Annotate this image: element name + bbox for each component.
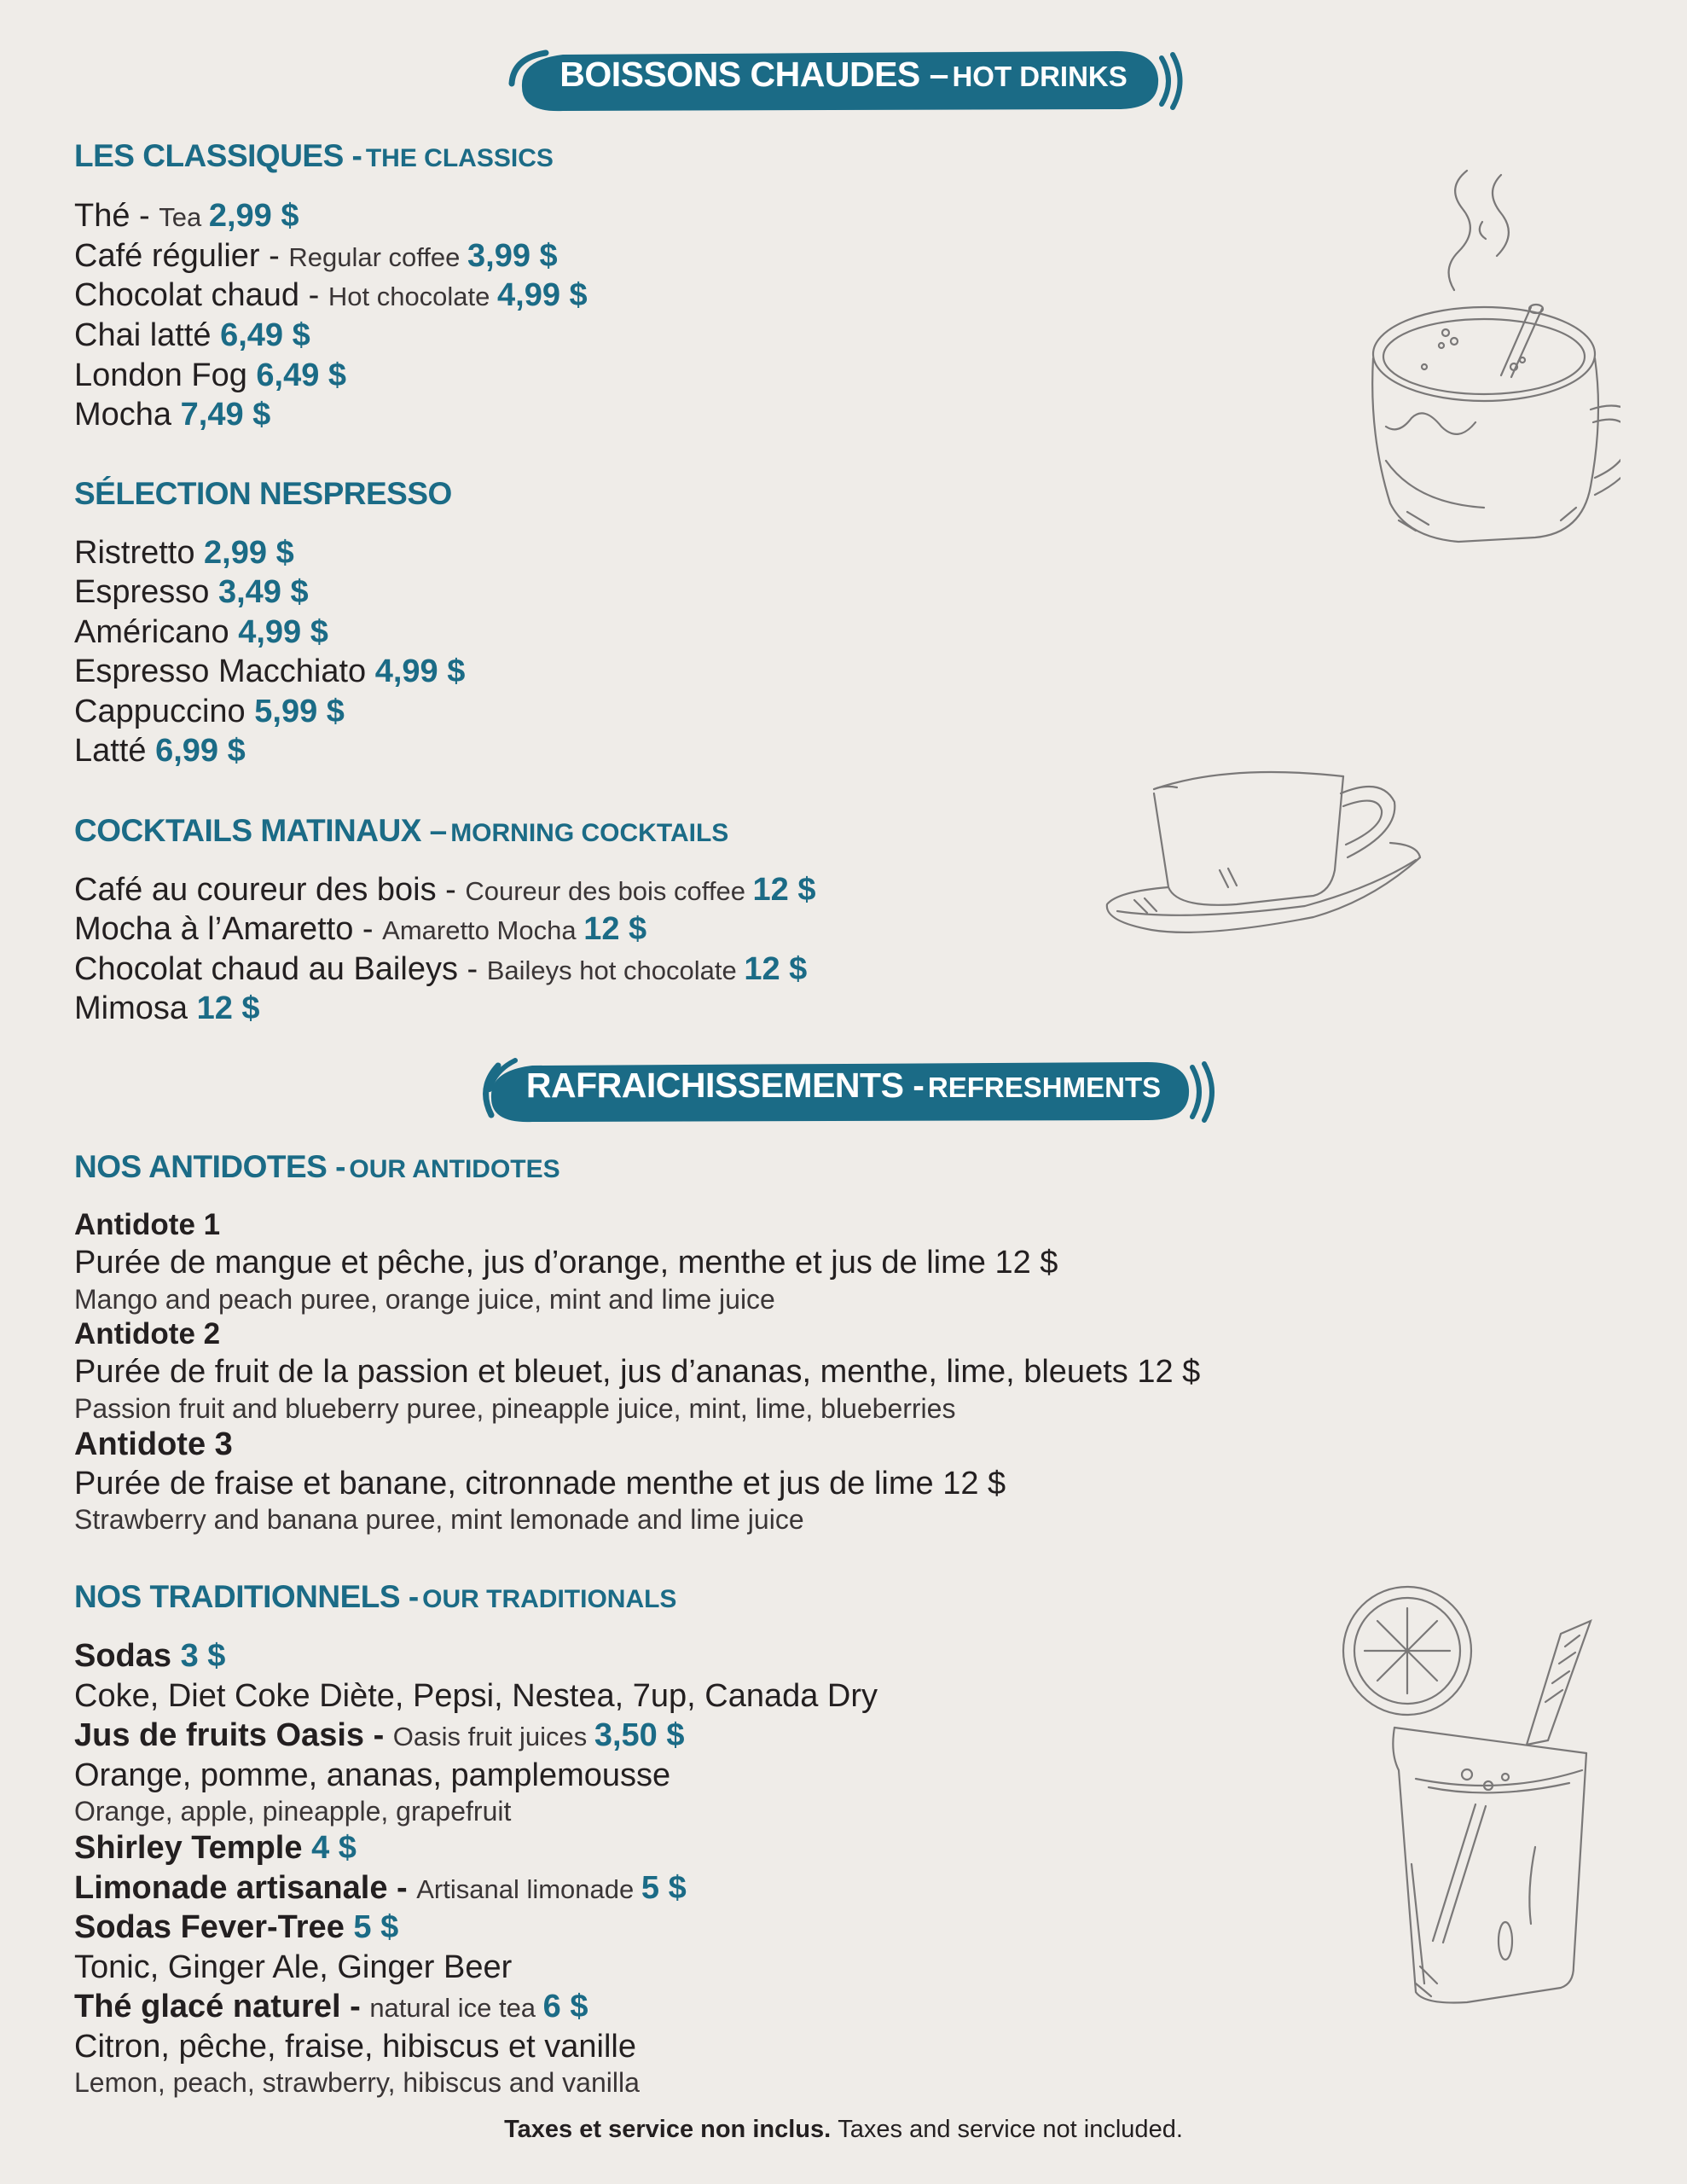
item-name: Espresso Macchiato: [74, 653, 375, 689]
item-name: Café régulier -: [74, 238, 289, 274]
item-name-en: natural ice tea: [369, 1993, 543, 2023]
menu-item: [74, 533, 294, 572]
banner-title-fr: RAFRAICHISSEMENTS -: [525, 1066, 925, 1105]
menu-item: [74, 870, 816, 911]
section-title-en: OUR ANTIDOTES: [349, 1155, 560, 1183]
banner-title-fr: BOISSONS CHAUDES –: [559, 55, 948, 94]
menu-item: [74, 1908, 398, 1947]
item-price: 6 $: [542, 1989, 588, 2024]
item-name: Ristretto: [74, 535, 205, 571]
section-title-fr: COCKTAILS MATINAUX –: [74, 813, 447, 848]
item-name: Limonade artisanale -: [74, 1870, 417, 1906]
item-name: Chai latté: [74, 317, 221, 353]
menu-item: [74, 909, 646, 950]
menu-item: [74, 950, 807, 990]
item-price: 5 $: [353, 1909, 399, 1945]
item-name-en: Artisanal limonade: [416, 1874, 641, 1904]
banner-hot-drinks: [0, 34, 1687, 128]
antidote-description-en: Passion fruit and blueberry puree, pineapple juice, mint, lime, blueberries: [74, 1393, 956, 1424]
item-price: 3,49 $: [217, 574, 309, 610]
antidote-description-en: Strawberry and banana puree, mint lemonade and lime juice: [74, 1504, 804, 1535]
item-price: 5 $: [641, 1870, 687, 1906]
hot-chocolate-mug-icon: [1348, 162, 1620, 572]
item-name: Chocolat chaud au Baileys -: [74, 951, 487, 987]
section-title-fr: SÉLECTION NESPRESSO: [74, 476, 452, 511]
antidote-description-fr: Purée de fruit de la passion et bleuet, jus d’ananas, menthe, lime, bleuets 12 $: [74, 1354, 1201, 1390]
item-price: 4,99 $: [374, 653, 466, 689]
item-name-en: Baileys hot chocolate: [486, 956, 745, 985]
menu-item: [74, 356, 346, 395]
item-price: 2,99 $: [204, 535, 294, 571]
item-price: 3,50 $: [594, 1717, 685, 1753]
menu-item: [74, 652, 465, 691]
item-name-en: Coureur des bois coffee: [465, 876, 753, 906]
item-options: Tonic, Ginger Ale, Ginger Beer: [74, 1949, 513, 1985]
item-name: Mocha à l’Amaretto -: [74, 911, 383, 947]
antidote-description-fr: Purée de mangue et pêche, jus d’orange, menthe et jus de lime 12 $: [74, 1245, 1058, 1281]
item-name: Shirley Temple: [74, 1830, 312, 1866]
item-name: Espresso: [74, 574, 218, 610]
item-options: Citron, pêche, fraise, hibiscus et vanille: [74, 2029, 636, 2065]
item-price: 12 $: [744, 951, 808, 987]
item-name-en: Amaretto Mocha: [382, 915, 584, 945]
item-name: Jus de fruits Oasis -: [74, 1717, 393, 1753]
menu-item: [74, 692, 345, 731]
item-price: 5,99 $: [254, 694, 345, 729]
section-title-traditionals: [74, 1579, 676, 1615]
item-options-en: Lemon, peach, strawberry, hibiscus and vanilla: [74, 2067, 640, 2098]
item-options: Coke, Diet Coke Diète, Pepsi, Nestea, 7up, Canada Dry: [74, 1678, 878, 1714]
section-title-en: MORNING COCKTAILS: [450, 819, 729, 847]
item-name: Café au coureur des bois -: [74, 872, 466, 908]
item-price: 2,99 $: [208, 198, 299, 234]
menu-item: [74, 316, 310, 355]
item-name: Sodas: [74, 1638, 181, 1674]
antidote-name: Antidote 1: [74, 1208, 221, 1241]
section-title-nespresso: [74, 476, 452, 512]
item-name: Latté: [74, 733, 156, 769]
menu-item: [74, 1716, 684, 1757]
section-title-morning-cocktails: [74, 813, 728, 849]
section-title-classics: [74, 138, 554, 174]
banner-title-en: HOT DRINKS: [952, 61, 1128, 92]
iced-drink-glass-icon: [1330, 1583, 1612, 2009]
menu-item: [74, 1987, 588, 2028]
item-price: 6,99 $: [155, 733, 246, 769]
item-name: Chocolat chaud -: [74, 277, 328, 313]
footer-note-fr: Taxes et service non inclus.: [504, 2116, 838, 2143]
menu-item: [74, 196, 299, 237]
menu-item: [74, 613, 328, 652]
item-name-en: Oasis fruit juices: [392, 1722, 594, 1751]
item-price: 4 $: [311, 1830, 357, 1866]
item-price: 3 $: [180, 1638, 226, 1674]
section-title-fr: NOS TRADITIONNELS -: [74, 1579, 419, 1614]
footer-note-en: Taxes and service not included.: [838, 2116, 1183, 2143]
item-name: Cappuccino: [74, 694, 255, 729]
item-name: Thé -: [74, 198, 159, 234]
item-name: Américano: [74, 614, 239, 650]
banner-title: [0, 1066, 1687, 1106]
item-price: 7,49 $: [180, 397, 271, 433]
item-name: London Fog: [74, 357, 257, 393]
coffee-cup-saucer-icon: [1100, 759, 1424, 964]
menu-item: [74, 989, 260, 1028]
item-options: Orange, pomme, ananas, pamplemousse: [74, 1757, 671, 1793]
item-name-en: Regular coffee: [288, 242, 468, 272]
item-options-en: Orange, apple, pineapple, grapefruit: [74, 1796, 512, 1827]
antidote-name: Antidote 2: [74, 1317, 221, 1350]
item-price: 12 $: [196, 990, 260, 1026]
item-name-en: Tea: [159, 202, 209, 232]
item-price: 4,99 $: [238, 614, 328, 650]
item-name: Thé glacé naturel -: [74, 1989, 370, 2024]
menu-item: [74, 731, 246, 770]
antidote-name: Antidote 3: [74, 1426, 233, 1462]
item-price: 12 $: [752, 872, 816, 908]
section-title-en: OUR TRADITIONALS: [422, 1585, 677, 1613]
banner-title-en: REFRESHMENTS: [927, 1072, 1162, 1103]
item-price: 3,99 $: [467, 238, 558, 274]
item-name: Mimosa: [74, 990, 197, 1026]
section-title-fr: NOS ANTIDOTES -: [74, 1149, 345, 1184]
item-name-en: Hot chocolate: [328, 282, 498, 311]
antidote-description-en: Mango and peach puree, orange juice, mint and lime juice: [74, 1284, 775, 1315]
section-title-antidotes: [74, 1149, 560, 1185]
item-price: 6,49 $: [220, 317, 310, 353]
banner-refreshments: [0, 1045, 1687, 1139]
menu-item: [74, 572, 309, 612]
item-price: 6,49 $: [256, 357, 347, 393]
menu-item: [74, 1868, 687, 1909]
antidote-description-fr: Purée de fraise et banane, citronnade menthe et jus de lime 12 $: [74, 1466, 1006, 1502]
item-price: 4,99 $: [497, 277, 588, 313]
item-price: 12 $: [583, 911, 647, 947]
menu-item: [74, 395, 270, 434]
item-name: Mocha: [74, 397, 181, 433]
menu-item: [74, 236, 558, 277]
menu-item: [74, 276, 588, 317]
banner-title: [0, 55, 1687, 95]
menu-item: [74, 1828, 357, 1867]
footer-note: [0, 2116, 1687, 2144]
section-title-fr: LES CLASSIQUES -: [74, 138, 362, 173]
section-title-en: THE CLASSICS: [365, 144, 554, 172]
item-name: Sodas Fever-Tree: [74, 1909, 354, 1945]
menu-item: [74, 1636, 225, 1676]
